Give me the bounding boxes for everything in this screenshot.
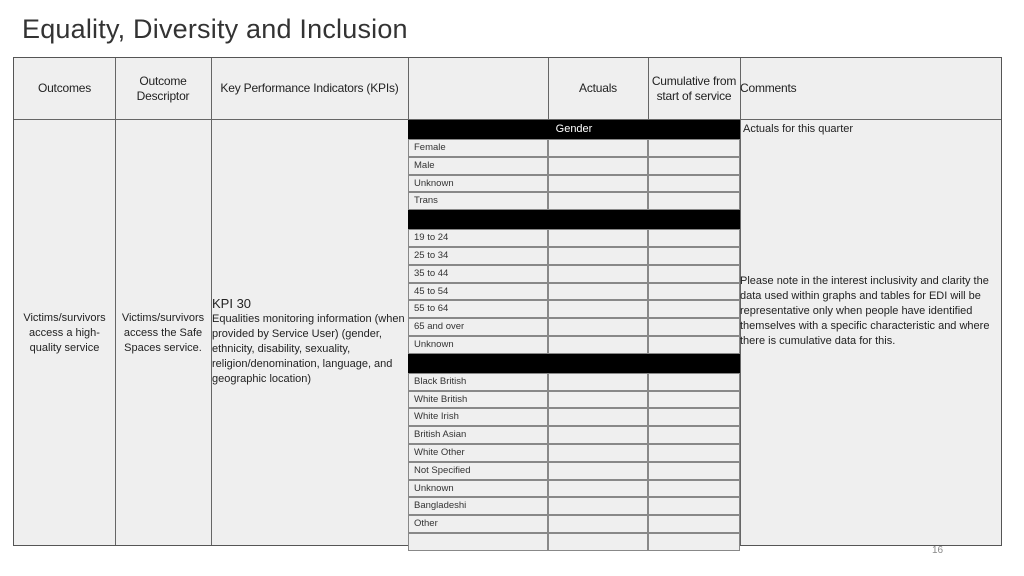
row-label-cell [408,426,548,444]
row-label-cell [408,139,548,157]
table-row [408,444,740,462]
actuals-cell [548,444,648,462]
slide-title: Equality, Diversity and Inclusion [22,14,408,44]
row-label-cell [408,480,548,498]
table-row [408,300,740,318]
table-row [408,480,740,498]
row-label: 45 to 54 [414,285,449,297]
row-label: Unknown [414,339,454,350]
comments-top: Actuals for this quarter [743,123,854,135]
actuals-cell [548,175,648,193]
cumulative-cell [648,175,740,193]
cumulative-cell [648,426,740,444]
cumulative-cell [648,229,740,247]
row-label-cell [408,283,548,301]
row-label-cell [408,497,548,515]
cumulative-cell [648,408,740,426]
row-label: 35 to 44 [414,267,449,279]
header-kpis: Key Performance Indicators (KPIs) [220,81,399,95]
actuals-cell [548,480,648,498]
actuals-cell [548,229,648,247]
row-label-cell [408,444,548,462]
actuals-cell [548,157,648,175]
table-row [408,229,740,247]
cumulative-cell [648,533,740,551]
header-outcomes: Outcomes [37,81,92,95]
page-number: 16 [932,545,944,556]
row-label: British Asian [414,429,467,441]
cumulative-cell [648,444,740,462]
actuals-cell [548,300,648,318]
row-label-cell [408,462,548,480]
actuals-cell [548,533,648,551]
row-label: Bangladeshi [414,500,467,512]
row-label-cell [408,247,548,265]
row-label: White British [414,393,468,405]
row-label-cell [408,175,548,193]
row-label-cell [408,192,548,210]
section-band [408,210,740,229]
actuals-cell [548,336,648,354]
actuals-cell [548,462,648,480]
row-label-cell [408,391,548,409]
actuals-cell [548,283,648,301]
row-label: Trans [414,195,438,207]
table-row [408,336,740,354]
header-blank [408,58,548,119]
actuals-cell [548,265,648,283]
table-row [408,175,740,193]
table-row [408,391,740,409]
row-label-cell [408,373,548,391]
row-label: Unknown [414,482,454,494]
table-row [408,139,740,157]
row-label-cell [408,157,548,175]
cumulative-cell [648,265,740,283]
header-comments: Comments [740,81,797,95]
cumulative-cell [648,139,740,157]
outcome-cell: Victims/survivors access a high-quality service [23,312,106,354]
cumulative-cell [648,192,740,210]
row-label-cell [408,515,548,533]
actuals-cell [548,192,648,210]
actuals-cell [548,391,648,409]
row-label: 25 to 34 [414,250,449,261]
row-label-cell [408,408,548,426]
actuals-cell [548,139,648,157]
cumulative-cell [648,157,740,175]
cumulative-cell [648,391,740,409]
cumulative-cell [648,318,740,336]
row-label-cell [408,300,548,318]
row-label: 65 and over [414,321,465,333]
table-row [408,192,740,210]
table-row [408,157,740,175]
kpi-description: Equalities monitoring information (when provided by Service User) (gender, ethnicity, disability, sexuality, religion/denomination, language, and geographic location) [212,313,405,385]
row-label-cell [408,229,548,247]
actuals-cell [548,318,648,336]
table-row [408,247,740,265]
table-row [408,515,740,533]
actuals-cell [548,497,648,515]
section-band [408,354,740,373]
cumulative-cell [648,247,740,265]
kpi-cell [212,296,408,387]
kpi-table [13,57,1002,546]
actuals-cell [548,247,648,265]
row-label: 55 to 64 [414,303,449,315]
table-row [408,283,740,301]
cumulative-cell [648,283,740,301]
row-label: White Other [414,447,465,458]
section-band [408,120,740,139]
row-label: Black British [414,375,467,387]
outcome-descriptor-cell: Victims/survivors access the Safe Spaces service. [121,312,205,354]
table-row [408,462,740,480]
row-label: White Irish [414,411,459,423]
cumulative-cell [648,515,740,533]
kpi-title: KPI 30 [212,296,252,311]
comments-note: Please note in the interest inclusivity and clarity the data used within graphs and tables for EDI will be representative only when people have identified themselves with a specific characteristic and where there is cumulative data for this. [740,275,990,347]
row-label: 19 to 24 [414,232,449,244]
row-label-cell [408,336,548,354]
table-row [408,265,740,283]
header-outcome-descriptor: Outcome Descriptor [136,73,190,103]
row-label: Female [414,142,446,153]
section-band-label: Gender [555,123,593,135]
cumulative-cell [648,480,740,498]
table-row [408,533,740,551]
table-row [408,408,740,426]
cumulative-cell [648,497,740,515]
actuals-cell [548,426,648,444]
row-label-cell [408,318,548,336]
row-label: Other [414,518,438,530]
measures-grid [408,120,740,547]
cumulative-cell [648,300,740,318]
table-row [408,426,740,444]
row-label: Unknown [414,177,454,189]
cumulative-cell [648,336,740,354]
actuals-cell [548,515,648,533]
actuals-cell [548,408,648,426]
table-row [408,373,740,391]
row-label-cell [408,533,548,551]
header-cumulative: Cumulative from start of service [651,73,737,103]
actuals-cell [548,373,648,391]
cumulative-cell [648,462,740,480]
cumulative-cell [648,373,740,391]
row-label-cell [408,265,548,283]
row-label: Not Specified [414,464,471,476]
table-row [408,497,740,515]
header-actuals: Actuals [579,81,617,95]
row-label: Male [414,159,435,171]
table-row [408,318,740,336]
